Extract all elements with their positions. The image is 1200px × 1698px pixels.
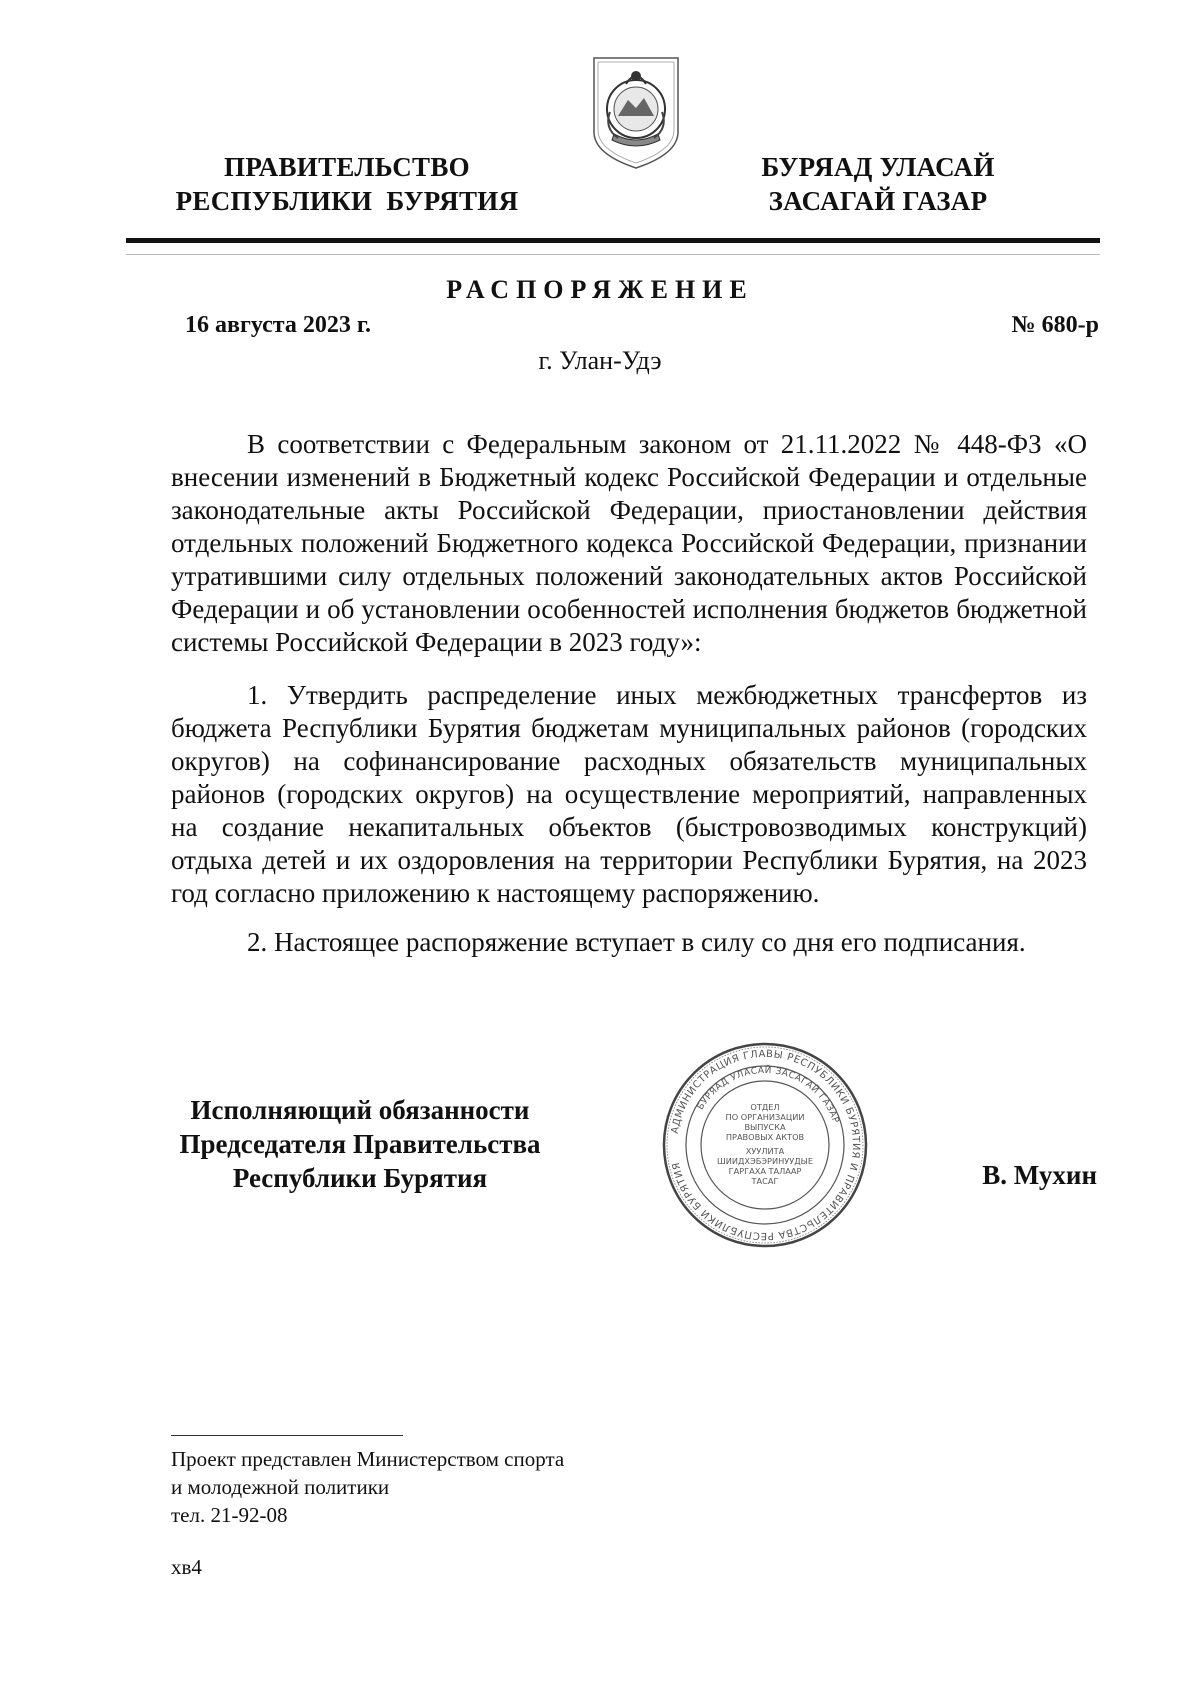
official-stamp [660, 1040, 870, 1250]
footnote-line: тел. 21-92-08 [171, 1503, 288, 1527]
header-divider [126, 238, 1100, 243]
org-name-line: БУРЯАД УЛАСАЙ [761, 152, 995, 182]
org-name-line: ЗАСАГАЙ ГАЗАР [768, 186, 988, 216]
stamp-center-line: ПРАВОВЫХ АКТОВ [725, 1132, 805, 1142]
header-divider-thin [126, 254, 1100, 255]
org-name-russian [157, 150, 537, 218]
signatory-title-line: Председателя Правительства [179, 1129, 541, 1159]
document-body [171, 428, 1087, 975]
preamble-paragraph: В соответствии с Федеральным законом от 21.11.2022 № 448-ФЗ «О внесении изменений в Бюджетный кодекс Российской Федерации и отдельные законодательные акты Российской Федерации, приостановлении действия отдельных положений Бюджетного кодекса Российской Федерации, признании утратившими силу отдельных положений законодательных актов Российской Федерации и об установлении особенностей исполнения бюджетов бюджетной системы Российской Федерации в 2023 году»: [171, 429, 1087, 657]
stamp-outer-text: АДМИНИСТРАЦИЯ ГЛАВЫ РЕСПУБЛИКИ БУРЯТИЯ И ПРАВИТЕЛЬСТВА РЕСПУБЛИКИ БУРЯТИЯ [669, 1048, 862, 1242]
item-paragraph: 1. Утвердить распределение иных межбюджетных трансфертов из бюджета Республики Бурятия бюджетам муниципальных районов (городских округов) на софинансирование расходных обязательств муниципальных районов (городских округов) на осуществление мероприятий, направленных на создание некапитальных объектов (быстровозводимых конструкций) отдыха детей и их оздоровления на территории Республики Бурятия, на 2023 год согласно приложению к настоящему распоряжению. [171, 680, 1087, 908]
org-name-line: РЕСПУБЛИКИ БУРЯТИЯ [175, 186, 519, 216]
stamp-center-line: ОТДЕЛ [750, 1102, 780, 1112]
item-paragraph: 2. Настоящее распоряжение вступает в силу со дня его подписания. [247, 927, 1026, 957]
stamp-center-line: ПО ОРГАНИЗАЦИИ [725, 1112, 805, 1122]
stamp-center-line: ХУУЛИТА [745, 1146, 785, 1156]
footnote-line: Проект представлен Министерством спорта [171, 1447, 565, 1471]
document-number: № 680-р [1011, 312, 1099, 338]
signatory-title [160, 1093, 560, 1195]
org-name-line: ПРАВИТЕЛЬСТВО [224, 152, 470, 182]
document-date: 16 августа 2023 г. [185, 312, 372, 338]
stamp-center-line: ТАСАГ [751, 1176, 779, 1186]
footnote-line: и молодежной политики [171, 1475, 390, 1499]
document-city: г. Улан-Удэ [538, 346, 662, 375]
svg-text:АДМИНИСТРАЦИЯ ГЛАВЫ РЕСПУБЛИКИ [670, 1049, 861, 1241]
signatory-name: В. Мухин [982, 1160, 1097, 1190]
footnote [171, 1445, 564, 1529]
document-type: РАСПОРЯЖЕНИЕ [446, 275, 754, 304]
stamp-inner-text: БУРЯАД УЛАСАЙ ЗАСАГАЙ ГАЗАР [695, 1065, 841, 1125]
signatory-title-line: Республики Бурятия [232, 1163, 488, 1193]
buryatia-coat-of-arms-icon [588, 54, 684, 172]
document-code: хв4 [171, 1555, 202, 1579]
stamp-center-line: ШИИДХЭБЭРИНУУДЫЕ [716, 1156, 814, 1166]
stamp-center-line: ВЫПУСКА [744, 1122, 786, 1132]
stamp-center-line: ГАРГАХА ТАЛААР [728, 1166, 802, 1176]
signatory-title-line: Исполняющий обязанности [190, 1095, 530, 1125]
footnote-divider [171, 1435, 403, 1436]
org-name-buryat [718, 150, 1038, 218]
